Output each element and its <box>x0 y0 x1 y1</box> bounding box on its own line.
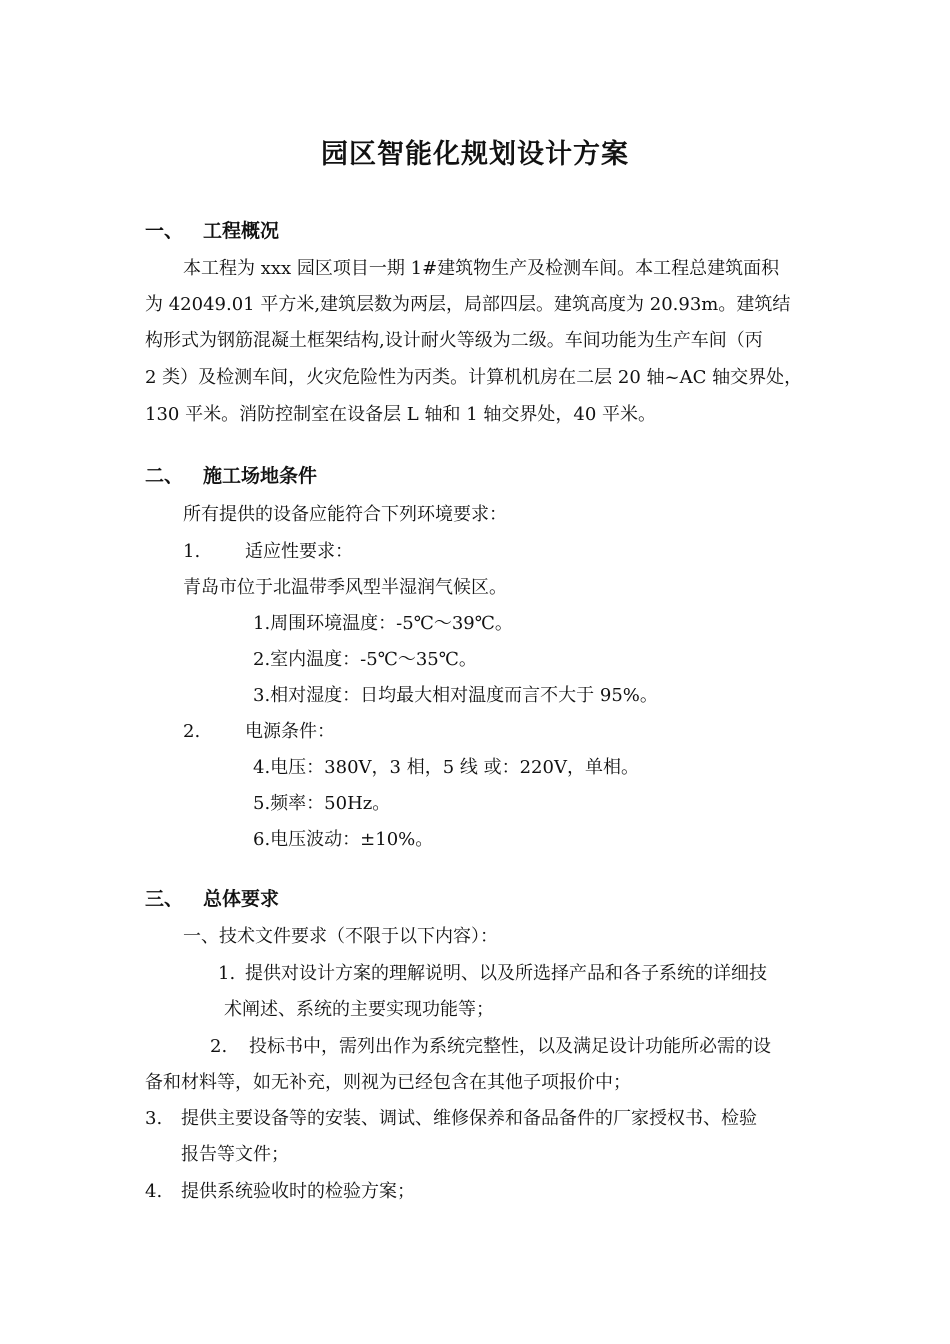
req2-line-2: 备和材料等，如无补充，则视为已经包含在其他子项报价中； <box>145 1072 631 1093</box>
section1-heading: 工程概况 <box>203 220 280 242</box>
power-item-3: 6.电压波动：±10%。 <box>253 829 434 850</box>
req4-number: 4. <box>145 1181 163 1202</box>
section1-number: 一、 <box>145 220 184 242</box>
climate-text: 青岛市位于北温带季风型半湿润气候区。 <box>183 577 507 598</box>
page-title: 园区智能化规划设计方案 <box>321 139 629 170</box>
env-item-2: 2.室内温度：-5℃～35℃。 <box>253 649 477 670</box>
item2-number: 2. <box>183 721 201 742</box>
power-item-2: 5.频率：50Hz。 <box>253 793 391 814</box>
section2-heading: 施工场地条件 <box>203 465 318 487</box>
req3-number: 3. <box>145 1108 163 1129</box>
req1-line-2: 术阐述、系统的主要实现功能等； <box>224 999 494 1020</box>
section1-line-1: 本工程为 xxx 园区项目一期 1#建筑物生产及检测车间。本工程总建筑面积 <box>183 258 780 279</box>
section1-line-5: 130 平米。消防控制室在设备层 L 轴和 1 轴交界处，40 平米。 <box>145 404 656 425</box>
section1-line-4: 2 类）及检测车间，火灾危险性为丙类。计算机机房在二层 20 轴~AC 轴交界处， <box>145 367 803 388</box>
section2-intro: 所有提供的设备应能符合下列环境要求： <box>183 504 507 525</box>
item1-number: 1. <box>183 541 201 562</box>
req3-line-1: 提供主要设备等的安装、调试、维修保养和备品备件的厂家授权书、检验 <box>181 1108 757 1129</box>
req3-line-2: 报告等文件； <box>181 1144 289 1165</box>
item2-label: 电源条件： <box>245 721 335 742</box>
power-item-1: 4.电压：380V，3 相，5 线 或：220V，单相。 <box>253 757 639 778</box>
req2-number: 2. <box>210 1036 228 1057</box>
section3-intro: 一、技术文件要求（不限于以下内容）： <box>183 926 498 947</box>
section1-line-3: 构形式为钢筋混凝土框架结构,设计耐火等级为二级。车间功能为生产车间（丙 <box>145 330 763 351</box>
section1-line-2: 为 42049.01 平方米,建筑层数为两层，局部四层。建筑高度为 20.93m。建筑结 <box>145 294 791 315</box>
item1-label: 适应性要求： <box>245 541 353 562</box>
req1-line-1: 提供对设计方案的理解说明、以及所选择产品和各子系统的详细技 <box>245 963 767 984</box>
env-item-1: 1.周围环境温度：-5℃～39℃。 <box>253 613 513 634</box>
section3-heading: 总体要求 <box>203 888 280 910</box>
req4-line-1: 提供系统验收时的检验方案； <box>181 1181 415 1202</box>
section2-number: 二、 <box>145 465 184 487</box>
req1-number: 1. <box>218 963 236 984</box>
env-item-3: 3.相对湿度：日均最大相对温度而言不大于 95%。 <box>253 685 658 706</box>
req2-line-1: 投标书中，需列出作为系统完整性，以及满足设计功能所必需的设 <box>249 1036 771 1057</box>
section3-number: 三、 <box>145 888 184 910</box>
